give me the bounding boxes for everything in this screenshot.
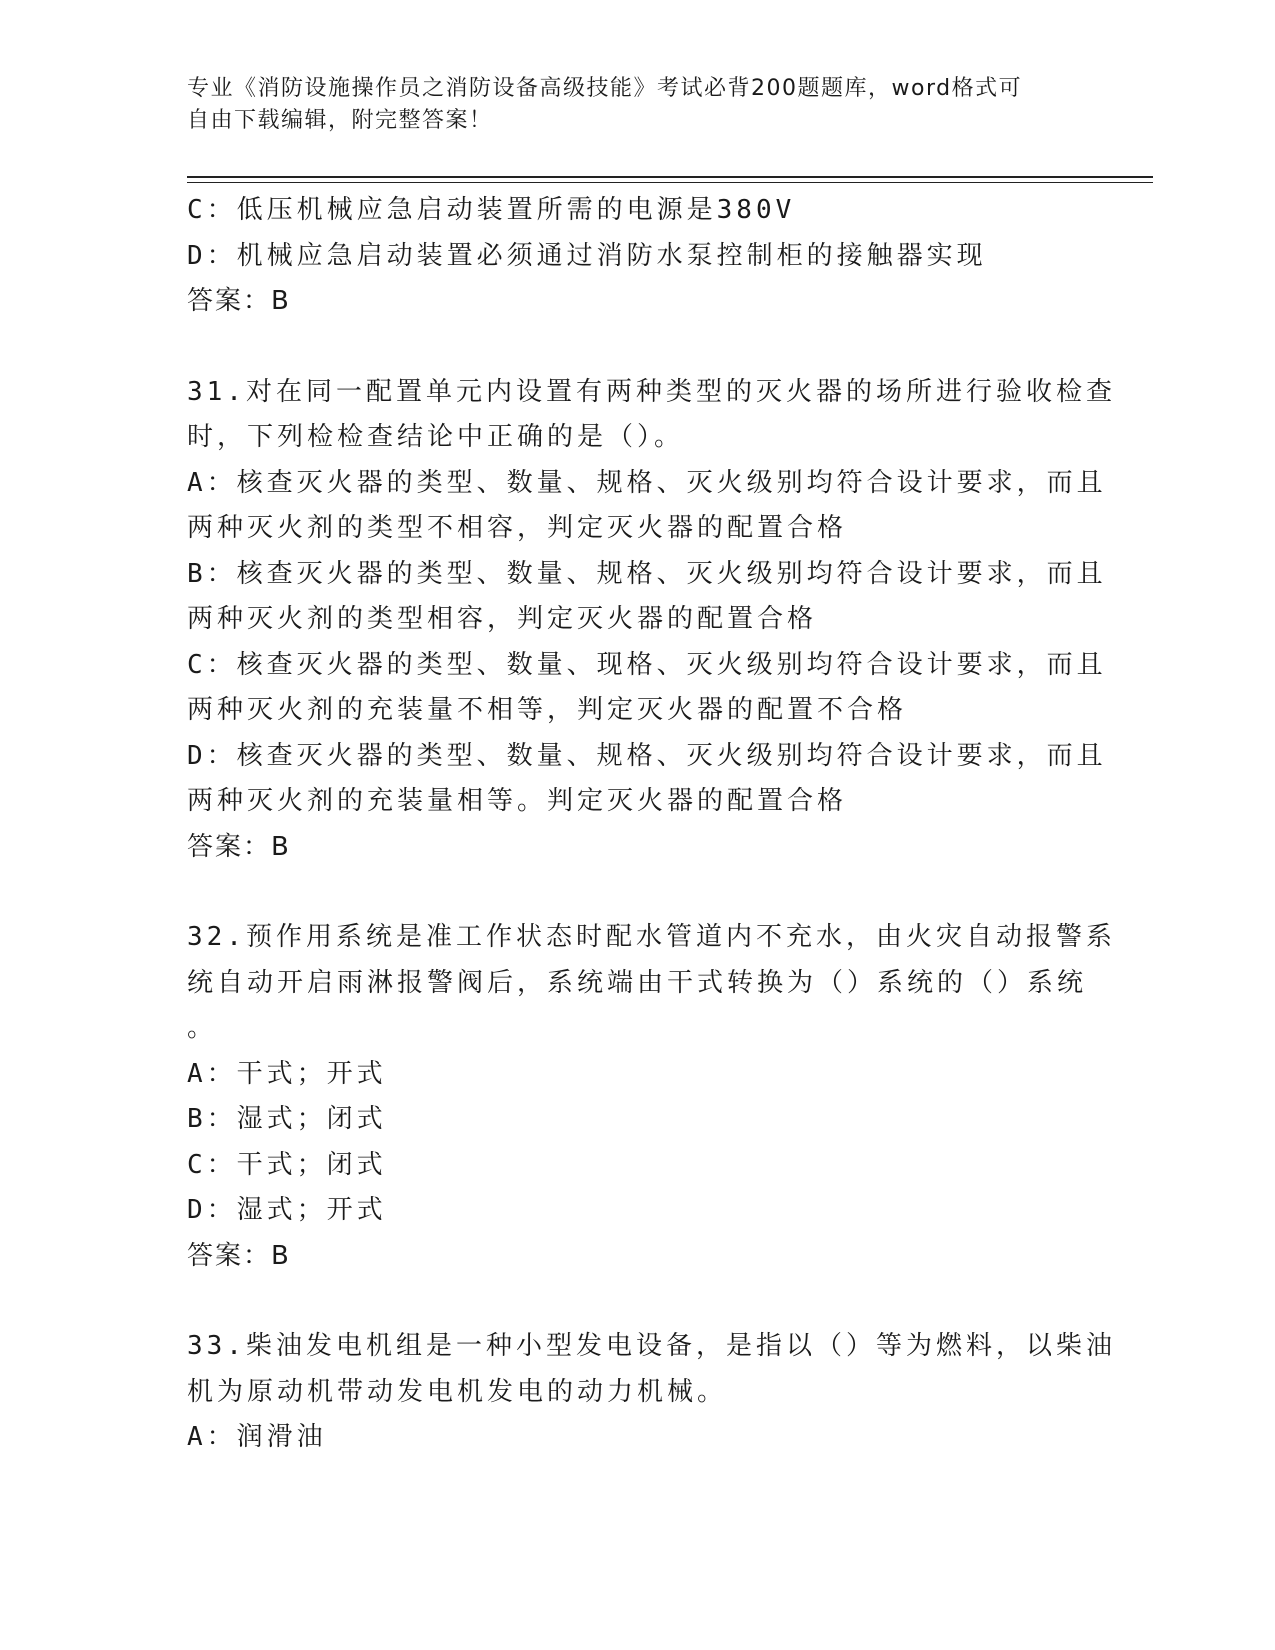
document-body (187, 188, 1116, 1461)
question-33 (187, 1324, 1116, 1461)
option-d: D：湿式；开式 (187, 1195, 387, 1225)
option-b: B：湿式；闭式 (187, 1104, 387, 1134)
option-a: A：润滑油 (187, 1422, 327, 1452)
option-c: C：干式；闭式 (187, 1149, 387, 1180)
question-stem: 时，下列检检查结论中正确的是（）。 (187, 422, 685, 452)
answer-text: 答案：B (187, 286, 291, 316)
answer-text: 答案：B (187, 1240, 291, 1271)
question-stem: 31.对在同一配置单元内设置有两种类型的灭火器的场所进行验收检查 (187, 376, 1116, 407)
option-a: 两种灭火剂的类型不相容，判定灭火器的配置合格 (187, 513, 848, 543)
question-stem: 。 (187, 1013, 218, 1043)
question-stem: 33.柴油发电机组是一种小型发电设备，是指以（）等为燃料，以柴油 (187, 1331, 1116, 1361)
spacer (187, 1279, 1087, 1324)
header-divider-thin (187, 182, 1153, 183)
spacer (187, 870, 1087, 915)
question-stem: 32.预作用系统是准工作状态时配水管道内不充水，由火灾自动报警系 (187, 922, 1116, 952)
option-d: 两种灭火剂的充装量相等。判定灭火器的配置合格 (187, 786, 848, 816)
option-d: D：机械应急启动装置必须通过消防水泵控制柜的接触器实现 (187, 240, 987, 271)
question-32 (187, 915, 1116, 1279)
option-b: B：核查灭火器的类型、数量、规格、灭火级别均符合设计要求，而且 (187, 558, 1107, 589)
option-a: A：干式；开式 (187, 1058, 387, 1089)
answer-text: 答案：B (187, 831, 291, 862)
header-line-1: 专业《消防设施操作员之消防设备高级技能》考试必背200题题库，word格式可 (187, 76, 1023, 101)
header-line-2: 自由下载编辑，附完整答案！ (187, 108, 493, 133)
page-header (187, 73, 1067, 137)
option-d: D：核查灭火器的类型、数量、规格、灭火级别均符合设计要求，而且 (187, 740, 1107, 771)
question-stem: 统自动开启雨淋报警阀后，系统端由干式转换为（）系统的（）系统 (187, 967, 1088, 998)
question-stem: 机为原动机带动发电机发电的动力机械。 (187, 1376, 728, 1407)
question-30-continuation (187, 188, 1087, 325)
spacer (187, 325, 1087, 370)
option-b: 两种灭火剂的类型相容，判定灭火器的配置合格 (187, 604, 818, 634)
option-c: 两种灭火剂的充装量不相等，判定灭火器的配置不合格 (187, 695, 908, 725)
question-31 (187, 370, 1116, 871)
header-divider-thick (187, 176, 1153, 178)
option-a: A：核查灭火器的类型、数量、规格、灭火级别均符合设计要求，而且 (187, 467, 1107, 498)
option-c: C：低压机械应急启动装置所需的电源是380V (187, 195, 796, 225)
option-c: C：核查灭火器的类型、数量、现格、灭火级别均符合设计要求，而且 (187, 649, 1107, 680)
